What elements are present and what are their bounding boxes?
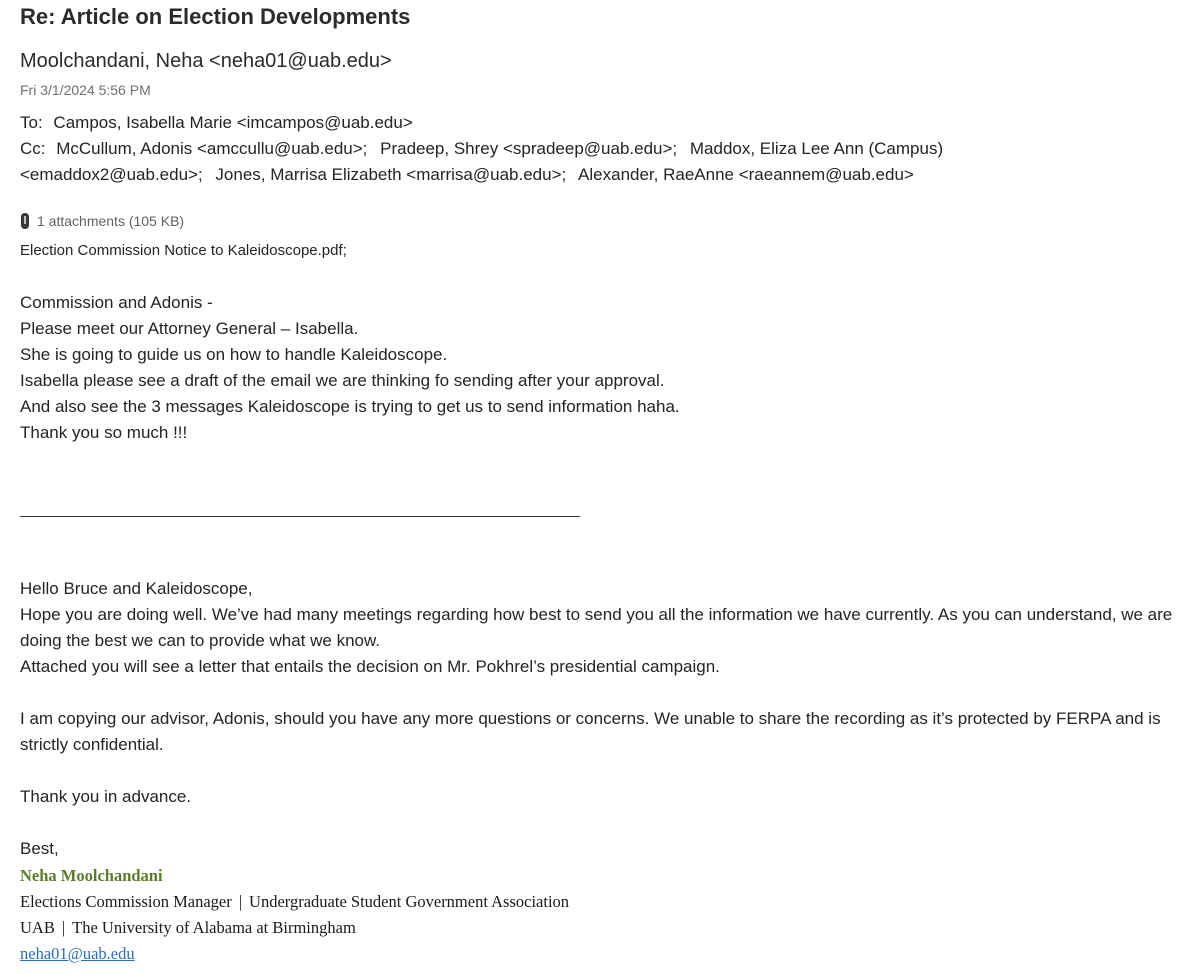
signature-name: Neha Moolchandani: [20, 866, 163, 885]
to-recipient[interactable]: Campos, Isabella Marie <imcampos@uab.edu>: [53, 113, 413, 132]
attachment-file-link[interactable]: Election Commission Notice to Kaleidoscope.pdf;: [20, 242, 347, 259]
to-row: [20, 110, 943, 136]
attachments-count: 1 attachments (105 KB): [37, 213, 185, 229]
cc-row: [20, 136, 943, 162]
separator-line: [20, 516, 580, 517]
cc-recipient[interactable]: Maddox, Eliza Lee Ann (Campus): [689, 139, 944, 158]
sender-name[interactable]: Moolchandani, Neha <neha01@uab.edu>: [20, 50, 392, 72]
cc-recipient[interactable]: Alexander, RaeAnne <raeannem@uab.edu>: [578, 165, 914, 184]
signature-school-abbr: UAB: [20, 918, 55, 937]
note-line: And also see the 3 messages Kaleidoscope is trying to get us to send information haha.: [20, 397, 680, 416]
signature-title-line: [20, 889, 569, 915]
recipients: [20, 110, 943, 188]
signature-email-link[interactable]: neha01@uab.edu: [20, 944, 135, 963]
sent-date: Fri 3/1/2024 5:56 PM: [20, 82, 151, 98]
draft-closing: Best,: [20, 839, 59, 858]
message-note: [20, 290, 680, 446]
signature-separator: |: [61, 918, 66, 937]
cc-recipient[interactable]: Jones, Marrisa Elizabeth <marrisa@uab.edu>;: [215, 165, 567, 184]
draft-email-body: [20, 576, 1180, 862]
draft-paragraph: Hope you are doing well. We’ve had many meetings regarding how best to send you all the information we have currently. As you can understand, we are doing the best we can to provide what we know.: [20, 605, 1173, 650]
paperclip-icon: [20, 212, 30, 230]
cc-recipient[interactable]: <emaddox2@uab.edu>;: [20, 165, 203, 184]
to-label: To:: [20, 113, 43, 132]
attachments-summary: [20, 212, 184, 230]
signature-org: Undergraduate Student Government Association: [249, 892, 570, 911]
signature-separator: |: [238, 892, 243, 911]
cc-label: Cc:: [20, 139, 46, 158]
signature-title: Elections Commission Manager: [20, 892, 232, 911]
note-line: Isabella please see a draft of the email we are thinking fo sending after your approval.: [20, 371, 665, 390]
cc-row-continued: [20, 162, 943, 188]
note-line: She is going to guide us on how to handle Kaleidoscope.: [20, 345, 448, 364]
email-subject: Re: Article on Election Developments: [20, 4, 411, 29]
note-line: Please meet our Attorney General – Isabella.: [20, 319, 359, 338]
note-line: Thank you so much !!!: [20, 423, 188, 442]
draft-greeting: Hello Bruce and Kaleidoscope,: [20, 579, 253, 598]
cc-recipient[interactable]: Pradeep, Shrey <spradeep@uab.edu>;: [380, 139, 678, 158]
note-line: Commission and Adonis -: [20, 293, 213, 312]
signature-school: The University of Alabama at Birmingham: [72, 918, 356, 937]
signature: [20, 863, 569, 967]
draft-paragraph: Attached you will see a letter that entails the decision on Mr. Pokhrel’s presidential campaign.: [20, 657, 720, 676]
draft-paragraph: I am copying our advisor, Adonis, should you have any more questions or concerns. We unable to share the recording as it’s protected by FERPA and is strictly confidential.: [20, 709, 1161, 754]
draft-paragraph: Thank you in advance.: [20, 787, 192, 806]
signature-school-line: [20, 915, 569, 941]
cc-recipient[interactable]: McCullum, Adonis <amccullu@uab.edu>;: [56, 139, 368, 158]
